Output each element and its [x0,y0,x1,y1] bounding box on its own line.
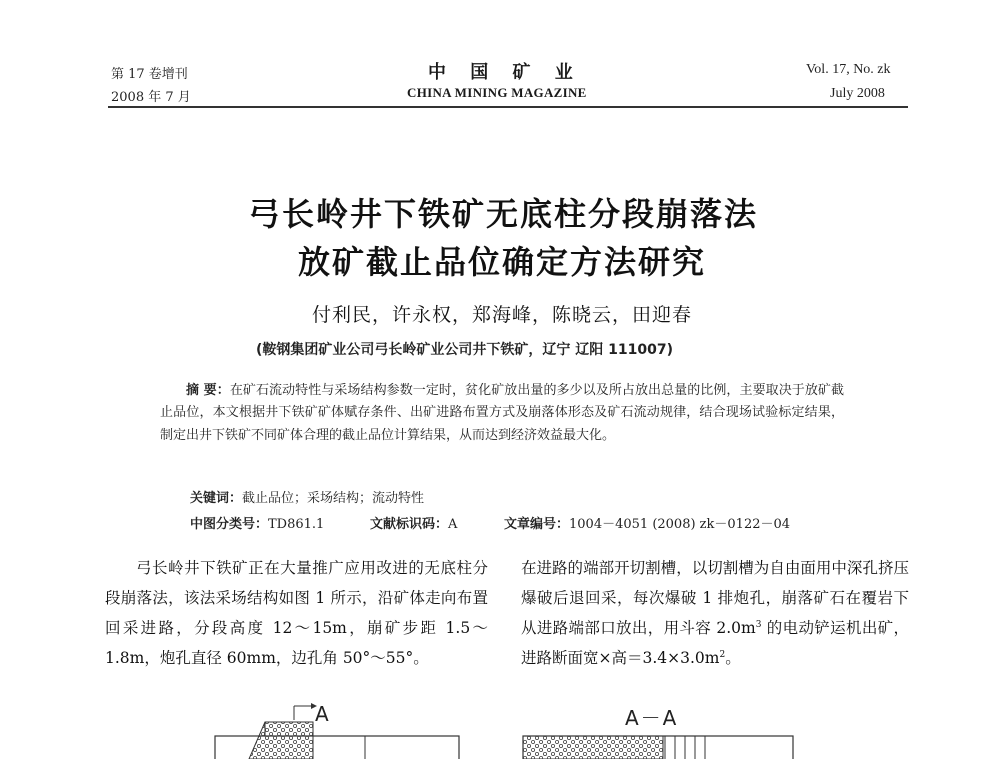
article-number [504,513,790,532]
clc-label: 中图分类号： [190,517,269,532]
journal-title-en: CHINA MINING MAGAZINE [407,85,587,100]
body-column-left: 弓长岭井下铁矿正在大量推广应用改进的无底柱分段崩落法，该法采场结构如图 1 所示，沿矿体走向布置回采进路，分段高度 12～15m，崩矿步距 1.5～1.8m，炮孔直径 60mm，边孔角 50°～55°。 [105,559,488,667]
superscript-cubic: 3 [755,619,762,630]
author-list: 付利民，许永权，郑海峰，陈晓云，田迎春 [312,304,693,326]
body-column-right [521,553,909,673]
abstract-label: 摘 要： [186,383,230,398]
body-right-part-2: 的电动铲运机出矿，进路断面宽×高＝3.4×3.0m [521,619,909,667]
figure-left-svg [205,700,465,759]
clc-number [190,513,324,532]
body-right-part-1: 在进路的端部开切割槽，以切割槽为自由面用中深孔挤压爆破后退回采，每次爆破 1 排炮孔，崩落矿石在覆岩下从进路端部口放出，用斗容 2.0m [521,559,909,637]
header-rule [108,106,908,108]
doc-code-value: A [448,517,458,532]
affiliation: (鞍钢集团矿业公司弓长岭矿业公司井下铁矿，辽宁 辽阳 111007) [256,342,673,358]
article-number-value: 1004－4051 (2008) zk－0122－04 [569,517,791,532]
abstract-text: 在矿石流动特性与采场结构参数一定时，贫化矿放出量的多少以及所占放出总量的比例，主要取决于放矿截止品位，本文根据井下铁矿矿体赋存条件、出矿进路布置方式及崩落体形态及矿石流动规律，结合现场试验标定结果，制定出井下铁矿不同矿体合理的截止品位计算结果，从而达到经济效益最大化。 [160,383,844,443]
body-right-part-3: 。 [725,649,741,667]
keywords-text: 截止品位；采场结构；流动特性 [242,491,425,506]
volume-cn: 第 17 卷增刊 [111,67,188,82]
volume-en: Vol. 17, No. zk [806,62,891,77]
figure-right-label: A－A [625,706,679,730]
journal-title-cn: 中 国 矿 业 [428,62,582,83]
clc-value: TD861.1 [268,517,325,532]
keywords-label: 关键词： [190,491,243,506]
keywords [190,487,424,506]
doc-code-label: 文献标识码： [370,517,449,532]
doc-code [370,513,457,532]
figure-left-label: A [315,702,329,726]
abstract [160,380,844,447]
figure-left-view [205,700,465,759]
superscript-square: 2 [719,649,726,660]
date-en: July 2008 [830,86,885,101]
date-cn: 2008 年 7 月 [111,90,191,105]
title-line-2: 放矿截止品位确定方法研究 [298,243,707,281]
title-line-1: 弓长岭井下铁矿无底柱分段崩落法 [248,195,759,233]
article-number-label: 文章编号： [504,517,570,532]
